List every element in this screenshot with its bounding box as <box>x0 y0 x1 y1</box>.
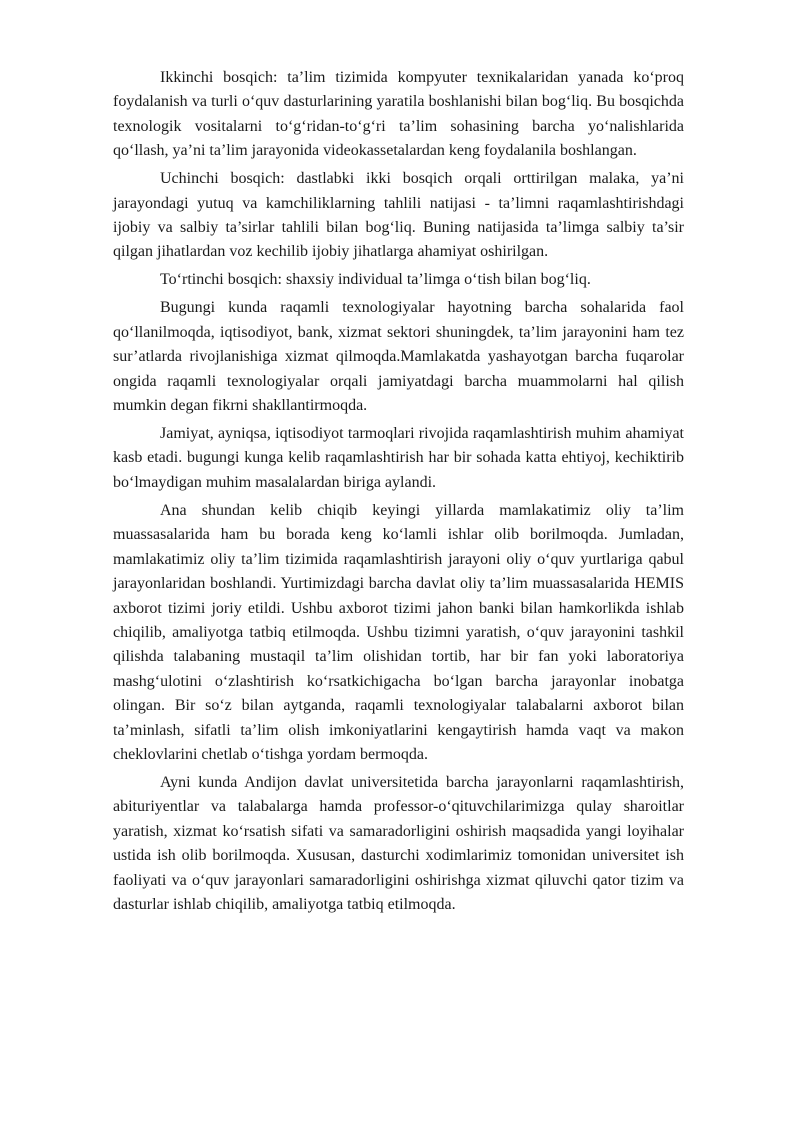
document-page <box>113 66 684 921</box>
paragraph-ana-shundan: Ana shundan kelib chiqib keyingi yillarda mamlakatimiz oliy ta’lim muassasalarida ham bu borada keng ko‘lamli ishlar olib borilmoqda. Jumladan, mamlakatimiz oliy ta’lim tizimida raqamlashtirish jarayoni oliy o‘quv yurtlariga qabul jarayonlaridan boshlandi. Yurtimizdagi barcha davlat oliy ta’lim muassasalarida HEMIS axborot tizimi joriy etildi. Ushbu axborot tizimi jahon banki bilan hamkorlikda ishlab chiqilib, amaliyotga tatbiq etilmoqda. Ushbu tizimni yaratish, o‘quv jarayonini tashkil qilishda talabaning mustaqil ta’lim olishidan tortib, har bir fan yoki laboratoriya mashg‘ulotini o‘zlashtirish ko‘rsatkichigacha bo‘lgan barcha jarayonlar inobatga olingan. Bir so‘z bilan aytganda, raqamli texnologiyalar talabalarni axborot bilan ta’minlash, sifatli ta’lim olish imkoniyatlarini kengaytirish hamda vaqt va makon cheklovlarini chetlab o‘tishga yordam bermoqda. <box>113 501 684 763</box>
paragraph-tortinchi-bosqich: To‘rtinchi bosqich: shaxsiy individual ta’limga o‘tish bilan bog‘liq. <box>160 271 591 289</box>
paragraph-uchinchi-bosqich: Uchinchi bosqich: dastlabki ikki bosqich orqali orttirilgan malaka, ya’ni jarayondagi yutuq va kamchiliklarning tahlili natijasi - ta’limni raqamlashtirishdagi ijobiy va salbiy ta’sirlar tahlili bilan bog‘liq. Buning natijasida ta’limga salbiy ta’sir qilgan jihatlardan voz kechilib ijobiy jihatlarga ahamiyat oshirilgan. <box>113 170 684 261</box>
paragraph-ayni-kunda: Ayni kunda Andijon davlat universitetida barcha jarayonlarni raqamlashtirish, abituriyentlar va talabalarga hamda professor-o‘qituvchilarimizga qulay sharoitlar yaratish, xizmat ko‘rsatish sifati va samaradorligini oshirish maqsadida yangi loyihalar ustida ish olib borilmoqda. Xususan, dasturchi xodimlarimiz tomonidan universitet ish faoliyati va o‘quv jarayonlari samaradorligini oshirishga xizmat qiluvchi qator tizim va dasturlar ishlab chiqilib, amaliyotga tatbiq etilmoqda. <box>113 773 684 913</box>
paragraph-bugungi-kunda: Bugungi kunda raqamli texnologiyalar hayotning barcha sohalarida faol qo‘llanilmoqda, iqtisodiyot, bank, xizmat sektori shuningdek, ta’lim jarayonini ham tez sur’atlarda rivojlanishiga xizmat qilmoqda.Mamlakatda yashayotgan barcha fuqarolar ongida raqamli texnologiyalar orqali jamiyatdagi barcha muammolarni hal qilish mumkin degan fikrni shakllantirmoqda. <box>113 299 684 415</box>
paragraph-ikkinchi-bosqich: Ikkinchi bosqich: ta’lim tizimida kompyuter texnikalaridan yanada ko‘proq foydalanish va turli o‘quv dasturlarining yaratila boshlanishi bilan bog‘liq. Bu bosqichda texnologik vositalarni to‘g‘ridan-to‘g‘ri ta’lim sohasining barcha yo‘nalishlarida qo‘llash, ya’ni ta’lim jarayonida videokassetalardan keng foydalanila boshlangan. <box>113 69 684 160</box>
paragraph-jamiyat: Jamiyat, ayniqsa, iqtisodiyot tarmoqlari rivojida raqamlashtirish muhim ahamiyat kasb etadi. bugungi kunga kelib raqamlashtirish har bir sohada katta ehtiyoj, kechiktirib bo‘lmaydigan muhim masalalardan biriga aylandi. <box>113 425 684 491</box>
